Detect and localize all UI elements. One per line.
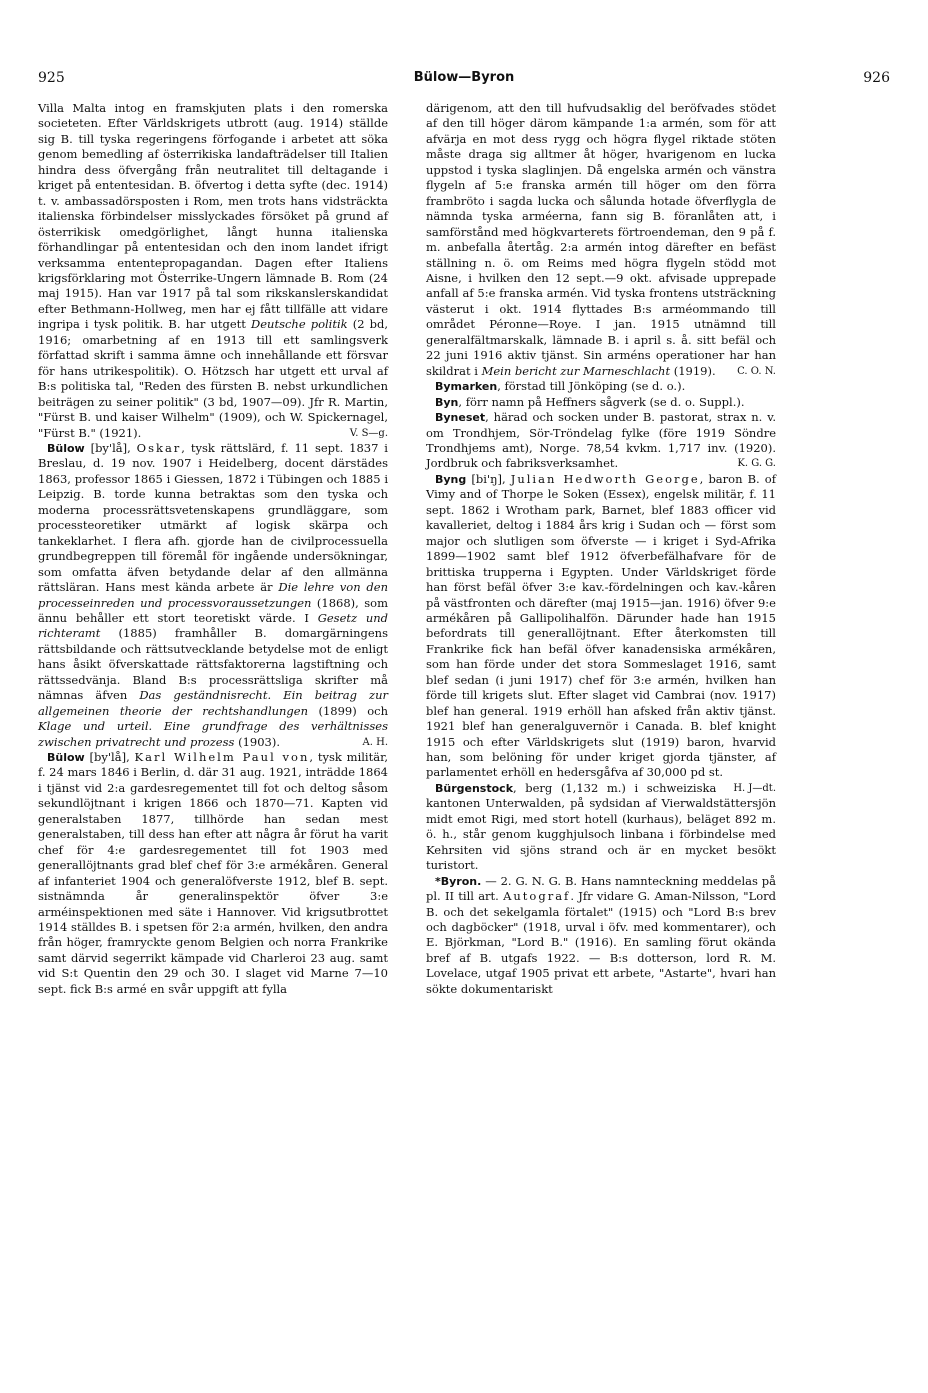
person-name: Julian Hedworth George (510, 471, 700, 486)
entry-text: , förr namn på Heffners sågverk (se d. o. Suppl.). (458, 394, 745, 409)
work-title: Die lehre von den processeinreden und processvoraussetzungen (38, 580, 388, 610)
work-title: Deutsche politik (251, 317, 348, 332)
entry-byneset (426, 410, 776, 472)
entry-text: (2 bd, 1916; omarbetning af en 1913 till ett samlingsverk författad skrift i samma ämne och innehållande ett försvar för hans utrikespolitik). O. Hötzsch har utgett ett urval af B:s politiska tal, "Reden des fürsten B. nebst urkundlichen beiträgen zu seiner politik" (3 bd, 1907—09). Jfr R. Martin, "Fürst B. und kaiser Wilhelm" (1909), och W. Spickernagel, "Fürst B." (1921). (38, 317, 388, 440)
left-column (38, 101, 388, 997)
entry-text: , baron B. of Vimy and of Thorpe le Soken (Essex), engelsk militär, f. 11 sept. 1862 i Wrotham park, Barnet, blef 1883 officer vid kavalleriet, deltog i 1884 års krig i Sudan och — först som major och slutligen som öfverste — i kriget i Syd-Afrika 1899—1902 samt blef 1912 öfverbefälhafvare för de brittiska trupperna i Egypten. Under Världskriget förde han först befäl öfver 3:e kav.-fördelningen och kav.-kåren på västfronten och därefter (maj 1915—jan. 1916) öfver 9:e armékåren på Gallipolihalfön. Därunder hade han 1915 befordrats till generallöjtnant. Efter återkomsten till Frankrike fick han befäl öfver kanadensiska armékåren, som han förde under det stora Sommeslaget 1916, samt blef sedan (i juni 1917) chef för 3:e armén, hvilken han förde till krigets slut. Efter slaget vid Cambrai (nov. 1917) blef han general. 1919 erhöll han afsked från aktiv tjänst. 1921 blef han generalguvernör i Canada. B. blef knight 1915 och efter Världskrigets slut (1919) baron, hvarvid han, som belöning för under kriget gjorda tjänster, af parlamentet erhöll en hedersgåfva af 30,000 pd st. (426, 471, 776, 780)
person-name: Oskar (136, 440, 182, 455)
entry-buelow-oskar (38, 441, 388, 750)
entry-byron (426, 874, 776, 998)
page-number-right: 926 (863, 70, 890, 86)
entry-headword: Bürgenstock (435, 781, 514, 795)
entry-text: (1903). (234, 734, 280, 749)
page-header (38, 70, 890, 92)
entry-headword: Byneset (435, 411, 486, 425)
pronunciation: [by'lå], (84, 440, 137, 455)
pronunciation: [bi'ŋ], (466, 471, 511, 486)
author-signature: A. H. (362, 736, 388, 748)
entry-text: (1919). (670, 363, 716, 378)
entry-byn (426, 395, 776, 410)
page-number-left: 925 (38, 70, 65, 86)
entry-text: , berg (1,132 m.) i schweiziska kantonen Unterwalden, på sydsidan af Vierwaldstättersjön midt emot Rigi, med stort hotell (kurhaus), beläget 892 m. ö. h., står genom kugghjulsoch linbana i förbindelse med Kehrsiten vid sjöns strand och är en mycket besökt turistort. (426, 780, 776, 873)
entry-headword: Bülow (47, 441, 85, 455)
work-title: Mein bericht zur Marneschlacht (481, 363, 671, 378)
author-signature: V. S—g. (349, 427, 388, 439)
right-column (426, 101, 776, 997)
author-signature: K. G. G. (737, 458, 776, 470)
work-title: Das geständnisrecht. Ein beitrag zur allgemeinen theorie der rechtshandlungen (38, 688, 388, 718)
entry-text: , tysk rättslärd, f. 11 sept. 1837 i Breslau, d. 19 nov. 1907 i Heidelberg, docent därstädes 1863, professor 1865 i Giessen, 1872 i Tübingen och 1885 i Leipzig. B. torde kunna betraktas som den tyska och moderna processrättsvetenskapens grundläggare, som processteoretiker utmärkt af logisk skärpa och tankeklarhet. I flera afh. gjorde han de civilprocessuella grundbegreppen till föremål för ingående undersökningar, som omfatta äfven betydande delar af den allmänna rättsläran. Hans mest kända arbete är (38, 440, 388, 595)
author-signature: C. O. N. (737, 365, 776, 377)
entry-text: . Jfr vidare G. Aman-Nilsson, "Lord B. och det sekelgamla förtalet" (1915) och "Lord B:s brev och dagböcker" (1918, urval i öfv. med kommentarer), och E. Björkman, "Lord B." (1916). En samling förut okända bref af B. utgafs 1922. — B:s dotterson, lord R. M. Lovelace, utgaf 1905 privat ett arbete, "Astarte", hvari han sökte dokumentariskt (426, 889, 776, 996)
pronunciation: [by'lå], (84, 750, 135, 765)
person-name: Karl Wilhelm Paul von (134, 750, 310, 765)
entry-text: , härad och socken under B. pastorat, strax n. v. om Trondhjem, Sör-Tröndelag fylke (före 1919 Söndre Trondhjems amt), Norge. 78,54 kvkm. 1,717 inv. (1920). Jordbruk och fabriksverksamhet. (426, 410, 776, 471)
entry-buelow-continuation (38, 101, 388, 441)
entry-headword: Byng (435, 472, 467, 486)
entry-text: Villa Malta intog en framskjuten plats i den romerska societeten. Efter Världskrigets utbrott (aug. 1914) ställde sig B. till tyska regeringens förfogande i arbetet att söka genom bemedling af österrikiska landafträdelser till Italien hindra dess öfvergång från neutralitet till deltagande i kriget på ententesidan. B. öfvertog i detta syfte (dec. 1914) t. v. ambassadörsposten i Rom, men trots hans vidsträckta italienska förbindelser misslyckades försöket på grund af österrikisk omedgörlighet, långt hunna italienska förhandlingar på ententesidan och den inom landet ifrigt verksamma ententepropagandan. Dagen efter Italiens krigsförklaring mot Österrike-Ungern lämnade B. Rom (24 maj 1915). Han var 1917 på tal som rikskanslerskandidat efter Bethmann-Hollweg, men har ej fått tillfälle att vidare ingripa i tysk politik. B. har utgett (38, 101, 388, 332)
entry-text: (1885) framhåller B. domargärningens rättsbildande och rättsutvecklande betydelse mot de enligt hans åsikt öfverskattade rättsfaktorerna lagstiftning och rättssedvänja. Bland B:s processrättsliga skrifter må nämnas äfven (38, 626, 388, 703)
work-title: Klage und urteil. Eine grundfrage des verhältnisses zwischen privatrecht und prozess (38, 719, 388, 749)
entry-bymarken (426, 379, 776, 394)
entry-text: (1899) och (308, 703, 388, 718)
entry-text: , förstad till Jönköping (se d. o.). (497, 379, 686, 394)
entry-headword: Byn (435, 395, 459, 409)
cross-reference: Autograf (503, 889, 571, 904)
entry-text: därigenom, att den till hufvudsaklig del beröfvades stödet af den till höger därom kämpande 1:a armén, som för att afvärja en mot dess rygg och högra flygel riktade stöten måste draga sig alltmer åt höger, hvarigenom en lucka uppstod i tyska slaglinjen. Då engelska armén och vänstra flygeln af 5:e franska armén till höger om den förra frambröto i sagda lucka och sålunda hotade öfverflygla de nämnda tyska arméerna, fann sig B. föranlåten att, i samförstånd med högkvarterets förtroendeman, den 9 på f. m. anbefalla återtåg. 2:a armén intog därefter en befäst ställning n. ö. om Reims med högra flygeln stödd mot Aisne, i hvilken den 12 sept.—9 okt. afvisade upprepade anfall af 5:e franska armén. Vid tyska frontens utsträckning västerut i okt. 1914 flyttades B:s arméommando till området Péronne—Roye. I jan. 1915 utnämnd till generalfältmarskalk, lämnade B. i april s. å. sitt befäl och 22 juni 1916 aktiv tjänst. Sin arméns operationer har han skildrat i (426, 101, 776, 378)
author-signature: H. J—dt. (733, 782, 776, 794)
entry-buelow-karl-continuation (426, 101, 776, 379)
entry-headword: Bülow (47, 751, 85, 765)
work-title: Gesetz und richteramt (38, 610, 388, 641)
entry-text: (1868), som ännu behåller ett stort teoretiskt värde. I (38, 595, 388, 625)
page-title: Bülow—Byron (413, 70, 515, 85)
entry-buelow-karl (38, 750, 388, 997)
entry-headword: Bymarken (435, 380, 498, 394)
entry-text: , tysk militär, f. 24 mars 1846 i Berlin, d. där 31 aug. 1921, inträdde 1864 i tjänst vid 2:a gardesregementet till fot och deltog såsom sekundlöjtnant i krigen 1866 och 1870—71. Kapten vid generalstaben 1877, tillhörde han sedan mest generalstaben, till dess han efter att några år förut ha varit chef för 4:e gardesregementet till fot 1903 med generallöjtnants grad blef chef för 3:e armékåren. General af infanteriet 1904 och generalöfverste 1912, blef B. sept. sistnämnda år generalinspektör öfver 3:e arméinspektionen med säte i Hannover. Vid krigsutbrottet 1914 ställdes B. i spetsen för 2:a armén, hvilken, den andra från höger, framryckte genom Belgien och norra Frankrike samt därvid segerrikt kämpade vid Charleroi 23 aug. samt vid S:t Quentin den 29 och 30. I slaget vid Marne 7—10 sept. fick B:s armé en svår uppgift att fylla (38, 750, 388, 996)
entry-headword: *Byron. (435, 874, 482, 888)
entry-text: — 2. G. N. G. B. Hans namnteckning meddelas på pl. II till art. (426, 873, 776, 904)
